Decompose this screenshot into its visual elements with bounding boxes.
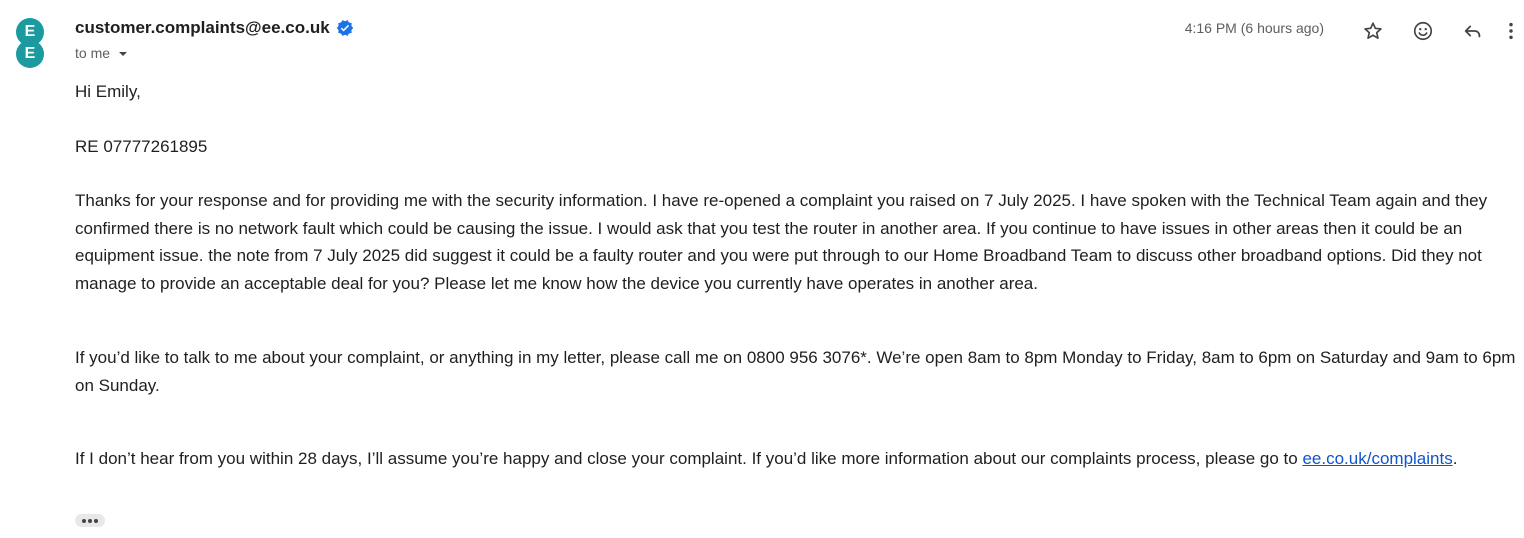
ellipsis-icon [82,519,86,523]
show-trimmed-content-button[interactable] [75,514,105,527]
body-paragraph-1: Thanks for your response and for providing me with the security information. I have re-opened a complaint you raised on 7 July 2025. I have spoken with the Technical Team again and they confirmed there is no network fault which could be causing the issue. I would ask that you test the router in another area. If you continue to have issues in other areas then it could be an equipment issue. the note from 7 July 2025 did suggest it could be a faulty router and you were put through to our Home Broadband Team to discuss other broadband options. Did they not manage to provide an acceptable deal for you? Please let me know how the device you currently have operates in another area. [75,191,1488,293]
more-vert-icon [1500,20,1522,42]
recipient-label: to me [75,45,111,61]
emoji-icon [1412,20,1434,42]
sender-email[interactable]: customer.complaints@ee.co.uk [75,18,330,37]
add-reaction-button[interactable] [1398,17,1448,45]
reference-line: RE 07777261895 [75,136,208,156]
sender-row [75,18,354,38]
message-timestamp: 4:16 PM (6 hours ago) [1184,20,1324,36]
verified-badge-icon [336,19,354,37]
message-actions [1348,17,1524,45]
avatar-letter-top: E [16,18,44,46]
body-paragraph-3-text: If I don’t hear from you within 28 days, I’ll assume you’re happy and close your complaint. If you’d like more information about our complaints process, please go to [75,449,1303,468]
ellipsis-icon [88,519,92,523]
greeting: Hi Emily, [75,82,141,101]
body-paragraph-3-end: . [1452,449,1458,468]
body-paragraph-2: If you’d like to talk to me about your complaint, or anything in my letter, please call me on 0800 956 3076*. We’re open 8am to 8pm Monday to Friday, 8am to 6pm on Saturday and 9am to 6pm on Sunday. [75,348,1516,395]
message-body [75,78,1524,473]
reply-button[interactable] [1448,17,1498,45]
complaints-link[interactable]: ee.co.uk/complaints [1302,449,1453,468]
ellipsis-icon [94,519,98,523]
reply-icon [1462,20,1484,42]
chevron-down-icon [118,49,128,59]
more-options-button[interactable] [1498,17,1524,45]
avatar-letter-bottom: E [16,40,44,68]
sender-avatar[interactable] [16,18,44,68]
body-paragraph-3 [75,445,1524,473]
star-button[interactable] [1348,17,1398,45]
star-icon [1362,20,1384,42]
recipient-details-toggle[interactable] [75,45,128,61]
